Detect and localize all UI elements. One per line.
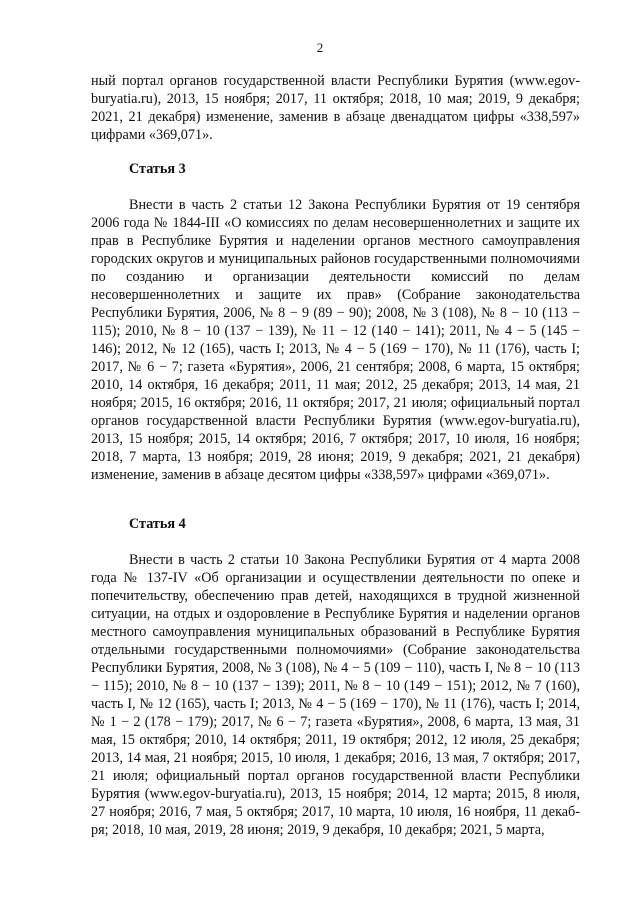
spacer	[91, 484, 580, 515]
spacer	[91, 144, 580, 160]
page-number: 2	[316, 40, 324, 55]
article-3-text: Внести в часть 2 статьи 12 Закона Республики Бурятия от 19 сентября 2006 года № 1844-III «О комиссиях по делам несовершеннолетних и защите их прав в Республике Бурятия и наделении органов местного самоуправления городских округов и муниципальных районов государственными полномочиями по созданию и организации деятельности комиссий по делам несовершеннолетних и защите их прав» (Собрание законодательства Республики Бурятия, 2006, № 8 − 9 (89 − 90); 2008, № 3 (108), № 8 − 10 (113 − 115); 2010, № 8 − 10 (137 − 139), № 11 − 12 (140 − 141); 2011, № 4 − 5 (145 − 146); 2012, № 12 (165), часть I; 2013, № 4 − 5 (169 − 170), № 11 (176), часть I; 2017, № 6 − 7; газета «Бурятия», 2006, 21 сентября; 2008, 6 марта, 15 октября; 2010, 14 октября, 16 декабря; 2011, 11 мая; 2012, 25 декабря; 2013, 14 мая, 21 ноября; 2015, 16 октября; 2016, 11 октября; 2017, 21 июля; официальный портал органов государственной власти Республики Бурятия (www.egov-buryatia.ru), 2013, 15 ноября; 2015, 14 октября; 2016, 7 октября; 2017, 10 июля, 16 ноября; 2018, 7 марта, 13 ноября; 2019, 28 июня; 2019, 9 декабря; 2021, 21 декабря) изменение, заменив в абзаце десятом цифры «338,597» цифрами «369,071».	[91, 197, 580, 483]
spacer	[91, 533, 580, 551]
paragraph-continuation: ный портал органов государственной власти Республики Бурятия (www.egov-buryatia.ru), 2013, 15 ноября; 2017, 11 октября; 2018, 10 мая; 2019, 9 декабря; 2021, 21 декабря) изменение, заменив в абзаце двенадцатом цифры «338,597» цифрами «369,071».	[91, 73, 580, 143]
spacer	[91, 178, 580, 196]
article-4-text: Внести в часть 2 статьи 10 Закона Республики Бурятия от 4 марта 2008 года № 137-IV «Об организации и осуществлении деятельности по опеке и попечительству, обеспечению прав детей, находящихся в трудной жизненной ситуации, на отдых и оздоровление в Республике Бурятия и наделении органов местного самоуправления муниципальных образований в Республике Бурятия отдельными государственными полномочиями» (Собрание законодательства Республики Бурятия, 2008, № 3 (108), № 4 − 5 (109 − 110), часть I, № 8 − 10 (113 − 115); 2010, № 8 − 10 (137 − 139); 2011, № 8 − 10 (149 − 151); 2012, № 7 (160), часть I, № 12 (165), часть I; 2013, № 4 − 5 (169 − 170), № 11 (176), часть I; 2014, № 1 − 2 (178 − 179); 2017, № 6 − 7; газета «Бурятия», 2008, 6 марта, 13 мая, 31 мая, 15 октября; 2010, 14 октября; 2011, 19 октября; 2012, 12 июля, 25 декабря; 2013, 14 мая, 21 ноября; 2015, 10 июля, 1 декабря; 2016, 13 мая, 7 октября; 2017, 21 июля; официальный портал органов государственной власти Республики Бурятия (www.egov-buryatia.ru), 2013, 15 ноября; 2014, 12 марта; 2015, 8 июля, 27 ноября; 2016, 7 мая, 5 октября; 2017, 10 марта, 10 июля, 16 ноября, 11 декабря; 2018, 10 мая, 2019, 28 июня; 2019, 9 декабря, 10 декабря; 2021, 5 марта,	[91, 552, 580, 838]
article-4-heading: Статья 4	[129, 516, 186, 532]
article-3-heading: Статья 3	[129, 161, 186, 177]
document-body	[91, 72, 580, 839]
